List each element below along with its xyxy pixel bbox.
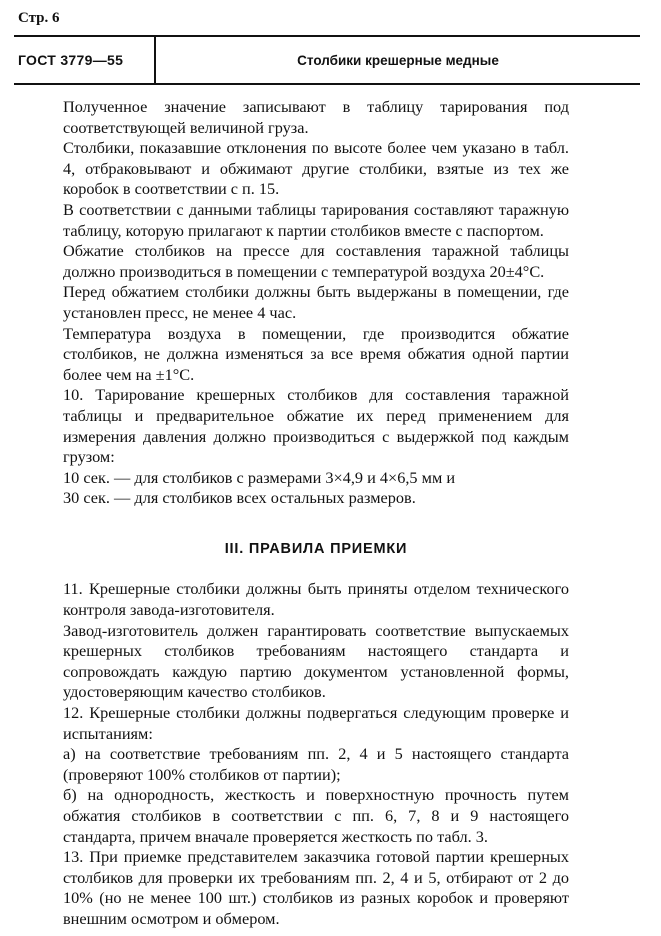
paragraph: 12. Крешерные столбики должны подвергаться следующим проверке и испытаниям:	[63, 703, 569, 743]
paragraph: Температура воздуха в помещении, где производится обжатие столбиков, не должна изменяться за все время обжатия одной партии более чем на ±1°С.	[63, 323, 569, 384]
paragraph: 30 сек. — для столбиков всех остальных размеров.	[63, 488, 416, 508]
paragraph: Перед обжатием столбики должны быть выдержаны в помещении, где установлен пресс, не менее 4 час.	[63, 282, 569, 322]
paragraph: Полученное значение записывают в таблицу тарирования под соответствующей величиной груза.	[63, 97, 569, 137]
paragraph: 13. При приемке представителем заказчика готовой партии крешерных столбиков для проверки их требованиям пп. 2, 4 и 5, отбирают от 2 до 10% (но не менее 100 шт.) столбиков из разных коробок и проверяют внешним осмотром и обмером.	[63, 847, 569, 928]
paragraph: Обжатие столбиков на прессе для составления таражной таблицы должно производиться в помещении с температурой воздуха 20±4°С.	[63, 241, 569, 281]
paragraph: В соответствии с данными таблицы тарирования составляют таражную таблицу, которую прилагают к партии столбиков вместе с паспортом.	[63, 199, 569, 240]
section-heading: III. ПРАВИЛА ПРИЕМКИ	[224, 540, 408, 557]
paragraph: 11. Крешерные столбики должны быть приняты отделом технического контроля завода-изготовителя.	[63, 579, 569, 620]
paragraph: Столбики, показавшие отклонения по высоте более чем указано в табл. 4, отбраковывают и обжимают другие столбики, взятые из тех же коробок в соответствии с п. 15.	[63, 138, 569, 199]
paragraph: б) на однородность, жесткость и поверхностную прочность путем обжатия столбиков в соответствии с пп. 6, 7, 8 и 9 настоящего стандарта, причем вначале проверяется жесткость по табл. 3.	[63, 785, 569, 846]
body-text	[63, 97, 569, 930]
paragraph: а) на соответствие требованиям пп. 2, 4 и 5 настоящего стандарта (проверяют 100% столбиков от партии);	[63, 744, 569, 784]
standard-number: ГОСТ 3779—55	[18, 37, 156, 83]
document-header	[14, 35, 640, 85]
paragraph: Завод-изготовитель должен гарантировать соответствие выпускаемых крешерных столбиков требованиям настоящего стандарта и сопровождать каждую партию документом установленной формы, удостоверяющим качество столбиков.	[63, 620, 569, 702]
paragraph: 10. Тарирование крешерных столбиков для составления таражной таблицы и предварительное обжатие их перед применением для измерения давления должно производиться с выдержкой под каждым грузом:	[63, 385, 569, 467]
page-number: Стр. 6	[18, 10, 60, 26]
paragraph: 10 сек. — для столбиков с размерами 3×4,9 и 4×6,5 мм и	[63, 467, 456, 487]
document-title: Столбики крешерные медные	[297, 52, 499, 68]
